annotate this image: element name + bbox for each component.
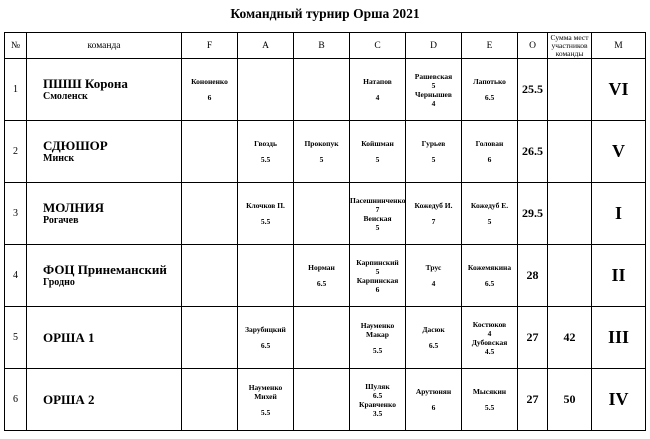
board-c-cell bbox=[350, 307, 406, 369]
spacer bbox=[238, 401, 293, 408]
board-f-cell bbox=[182, 307, 238, 369]
spacer bbox=[238, 148, 293, 155]
board-f-cell bbox=[182, 59, 238, 121]
board-e-cell bbox=[462, 183, 518, 245]
player-name: Кравченко bbox=[359, 399, 396, 409]
board-a-cell bbox=[238, 59, 294, 121]
player-score: 5 bbox=[487, 217, 492, 226]
board-d-cell bbox=[406, 245, 462, 307]
board-b-cell bbox=[294, 121, 350, 183]
board-e-cell bbox=[462, 245, 518, 307]
player-name: Норман bbox=[308, 263, 335, 272]
board-e-cell bbox=[462, 121, 518, 183]
board-d-cell bbox=[406, 59, 462, 121]
team-place: II bbox=[592, 245, 646, 307]
player-name: Арутюнян bbox=[415, 387, 452, 396]
team-points: 25.5 bbox=[518, 59, 548, 121]
board-c-cell bbox=[350, 245, 406, 307]
player-score: 5 bbox=[375, 155, 380, 164]
player-score: 6 bbox=[431, 403, 436, 412]
spacer bbox=[182, 86, 237, 93]
header-sum: Сумма мест участников команды bbox=[548, 33, 592, 59]
player-name: Карпинский bbox=[356, 257, 399, 267]
table-row bbox=[5, 307, 646, 369]
player-name: Пасешнинченко bbox=[350, 195, 406, 205]
player-name: Гвоздь bbox=[254, 139, 277, 148]
player-score: 4.5 bbox=[484, 346, 495, 356]
board-d-cell bbox=[406, 121, 462, 183]
player-name: Чернышев bbox=[415, 89, 452, 99]
team-points: 27 bbox=[518, 307, 548, 369]
header-c: C bbox=[350, 33, 406, 59]
header-b: B bbox=[294, 33, 350, 59]
team-name: СДЮШОР bbox=[43, 137, 108, 153]
player-score: 5.5 bbox=[260, 155, 271, 164]
board-e-cell bbox=[462, 59, 518, 121]
player-score: 4 bbox=[431, 279, 436, 288]
header-num: № bbox=[5, 33, 27, 59]
board-d-cell bbox=[406, 369, 462, 431]
player-score: 5 bbox=[319, 155, 324, 164]
team-cell bbox=[27, 121, 182, 183]
player-score: 6 bbox=[375, 284, 380, 294]
spacer bbox=[462, 86, 517, 93]
sum-of-places bbox=[548, 121, 592, 183]
row-number: 3 bbox=[5, 183, 27, 245]
player-score: 3.5 bbox=[372, 408, 383, 418]
player-name: Кожедуб И. bbox=[414, 201, 453, 210]
board-a-cell bbox=[238, 183, 294, 245]
board-f-cell bbox=[182, 121, 238, 183]
row-number: 1 bbox=[5, 59, 27, 121]
team-name: ФОЦ Принеманский bbox=[43, 261, 167, 277]
player-score: 4 bbox=[375, 93, 380, 102]
header-o: O bbox=[518, 33, 548, 59]
team-city: Гродно bbox=[43, 276, 75, 288]
board-a-cell bbox=[238, 121, 294, 183]
player-score: 7 bbox=[431, 217, 436, 226]
player-name: Клочков П. bbox=[246, 201, 285, 210]
team-points: 27 bbox=[518, 369, 548, 431]
player-score: 6.5 bbox=[372, 390, 383, 400]
player-score: 5.5 bbox=[484, 403, 495, 412]
table-row bbox=[5, 121, 646, 183]
team-city: Рогачев bbox=[43, 214, 79, 226]
row-number: 4 bbox=[5, 245, 27, 307]
spacer bbox=[406, 272, 461, 279]
player-score: 5.5 bbox=[260, 217, 271, 226]
team-place: IV bbox=[592, 369, 646, 431]
player-name: Кожедуб Е. bbox=[470, 201, 509, 210]
spacer bbox=[462, 272, 517, 279]
header-a: A bbox=[238, 33, 294, 59]
player-score: 6.5 bbox=[484, 279, 495, 288]
row-number: 5 bbox=[5, 307, 27, 369]
spacer bbox=[238, 210, 293, 217]
board-f-cell bbox=[182, 245, 238, 307]
team-place: V bbox=[592, 121, 646, 183]
spacer bbox=[406, 396, 461, 403]
player-name: Трус bbox=[425, 263, 442, 272]
board-f-cell bbox=[182, 369, 238, 431]
team-cell bbox=[27, 183, 182, 245]
player-name: Карпинская bbox=[356, 275, 399, 285]
board-a-cell bbox=[238, 245, 294, 307]
board-c-cell bbox=[350, 121, 406, 183]
player-name: Шуляк bbox=[365, 381, 390, 391]
player-name: Веиская bbox=[363, 213, 392, 223]
team-name: МОЛНИЯ bbox=[43, 199, 105, 215]
player-name: Дубовская bbox=[471, 337, 508, 347]
player-score: 6.5 bbox=[316, 279, 327, 288]
team-place: III bbox=[592, 307, 646, 369]
team-place: VI bbox=[592, 59, 646, 121]
sum-of-places bbox=[548, 183, 592, 245]
spacer bbox=[238, 334, 293, 341]
player-score: 6.5 bbox=[260, 341, 271, 350]
spacer bbox=[350, 148, 405, 155]
player-name: Лапотько bbox=[473, 77, 506, 86]
player-name: Зарубицкий bbox=[245, 325, 286, 334]
player-score: 6.5 bbox=[428, 341, 439, 350]
header-team: команда bbox=[27, 33, 182, 59]
board-b-cell bbox=[294, 307, 350, 369]
spacer bbox=[350, 86, 405, 93]
player-name: Кожемякина bbox=[467, 263, 512, 272]
team-points: 29.5 bbox=[518, 183, 548, 245]
results-table bbox=[4, 32, 646, 431]
board-e-cell bbox=[462, 369, 518, 431]
table-row bbox=[5, 245, 646, 307]
player-score: 6 bbox=[207, 93, 212, 102]
header-d: D bbox=[406, 33, 462, 59]
board-a-cell bbox=[238, 307, 294, 369]
player-score: 7 bbox=[375, 204, 380, 214]
board-d-cell bbox=[406, 307, 462, 369]
player-score: 5 bbox=[431, 155, 436, 164]
spacer bbox=[406, 210, 461, 217]
player-score: 5 bbox=[375, 266, 380, 276]
spacer bbox=[294, 148, 349, 155]
player-name: Рашевская bbox=[414, 71, 453, 81]
player-score: 5 bbox=[431, 80, 436, 90]
board-c-cell bbox=[350, 369, 406, 431]
board-c-cell bbox=[350, 59, 406, 121]
row-number: 2 bbox=[5, 121, 27, 183]
player-score: 4 bbox=[431, 98, 436, 108]
player-name: Натапов bbox=[363, 77, 392, 86]
header-m: M bbox=[592, 33, 646, 59]
page-title: Командный турнир Орша 2021 bbox=[230, 6, 420, 21]
team-cell bbox=[27, 307, 182, 369]
board-b-cell bbox=[294, 369, 350, 431]
team-points: 28 bbox=[518, 245, 548, 307]
player-score: 6.5 bbox=[484, 93, 495, 102]
team-city: Минск bbox=[43, 152, 75, 164]
header-e: E bbox=[462, 33, 518, 59]
player-name: Прокопук bbox=[304, 139, 339, 148]
spacer bbox=[462, 148, 517, 155]
player-score: 5.5 bbox=[372, 345, 383, 355]
player-name: Койшман bbox=[361, 139, 394, 148]
sum-of-places: 42 bbox=[548, 307, 592, 369]
board-a-cell bbox=[238, 369, 294, 431]
player-name: Дасюк bbox=[422, 325, 445, 334]
table-row bbox=[5, 59, 646, 121]
team-points: 26.5 bbox=[518, 121, 548, 183]
spacer bbox=[462, 396, 517, 403]
table-row bbox=[5, 369, 646, 431]
sum-of-places bbox=[548, 59, 592, 121]
spacer bbox=[294, 272, 349, 279]
team-city: Смоленск bbox=[43, 90, 88, 102]
sum-of-places: 50 bbox=[548, 369, 592, 431]
spacer bbox=[406, 334, 461, 341]
team-cell bbox=[27, 245, 182, 307]
team-place: I bbox=[592, 183, 646, 245]
sum-of-places bbox=[548, 245, 592, 307]
table-body bbox=[5, 59, 646, 431]
table-row bbox=[5, 183, 646, 245]
player-name: Костюков bbox=[472, 319, 507, 329]
header-f: F bbox=[182, 33, 238, 59]
team-cell bbox=[27, 369, 182, 431]
player-name: Науменко Михей bbox=[248, 382, 283, 401]
team-name: ПШШ Корона bbox=[43, 75, 128, 91]
player-score: 4 bbox=[487, 328, 492, 338]
player-name: Мысякин bbox=[472, 387, 507, 396]
team-name: ОРША 2 bbox=[43, 391, 95, 407]
board-d-cell bbox=[406, 183, 462, 245]
player-score: 6 bbox=[487, 155, 492, 164]
header-row bbox=[5, 33, 646, 59]
board-b-cell bbox=[294, 183, 350, 245]
team-name: ОРША 1 bbox=[43, 329, 95, 345]
player-name: Голован bbox=[475, 139, 504, 148]
row-number: 6 bbox=[5, 369, 27, 431]
player-name: Кононенко bbox=[191, 77, 228, 86]
board-f-cell bbox=[182, 183, 238, 245]
board-b-cell bbox=[294, 245, 350, 307]
player-name: Гурьев bbox=[421, 139, 446, 148]
spacer bbox=[350, 339, 405, 346]
board-e-cell bbox=[462, 307, 518, 369]
board-b-cell bbox=[294, 59, 350, 121]
board-c-cell bbox=[350, 183, 406, 245]
team-cell bbox=[27, 59, 182, 121]
player-score: 5.5 bbox=[260, 407, 271, 417]
player-score: 5 bbox=[375, 222, 380, 232]
spacer bbox=[406, 148, 461, 155]
player-name: Науменко Макар bbox=[360, 320, 395, 339]
spacer bbox=[462, 210, 517, 217]
